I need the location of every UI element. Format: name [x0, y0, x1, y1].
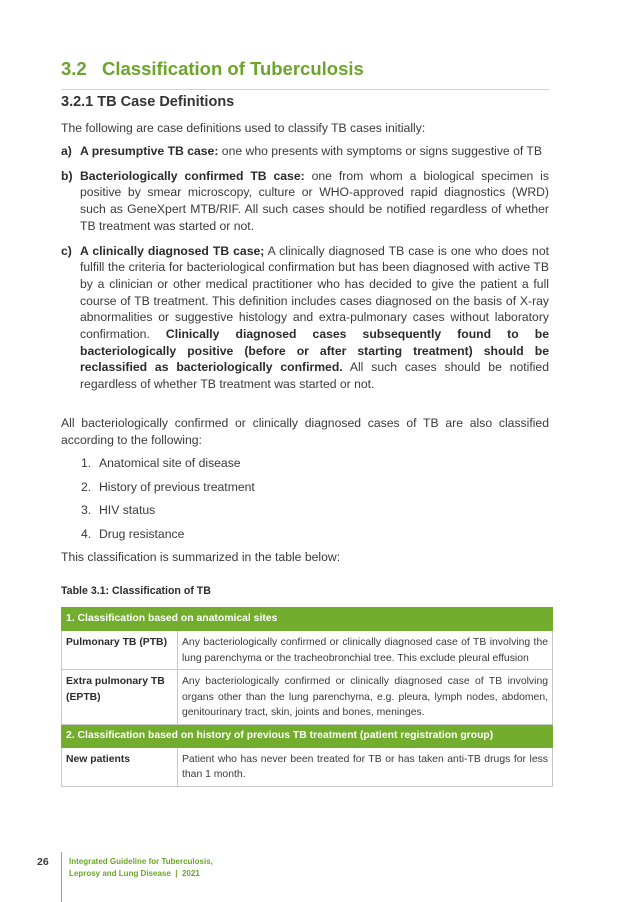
footer-line-2-text: Leprosy and Lung Disease	[69, 869, 171, 878]
definition-marker: b)	[61, 168, 73, 183]
criteria-number: 2.	[81, 479, 92, 494]
definition-item	[61, 143, 549, 160]
table-row-label: Pulmonary TB (PTB)	[62, 631, 178, 670]
table-section-header	[62, 608, 553, 631]
page-number: 26	[37, 856, 49, 868]
criteria-item	[61, 479, 255, 503]
table-row	[62, 631, 553, 670]
definition-marker: a)	[61, 144, 72, 158]
table-row-label: New patients	[62, 747, 178, 786]
table-section-heading: 1. Classification based on anatomical sites	[62, 608, 553, 631]
criteria-number: 1.	[81, 456, 92, 470]
classification-table	[61, 607, 553, 787]
table-row-label: Extra pulmonary TB (EPTB)	[62, 670, 178, 725]
section-divider	[61, 89, 549, 90]
criteria-number: 4.	[81, 526, 92, 541]
criteria-number: 3.	[81, 503, 92, 517]
section-heading	[61, 58, 364, 80]
table-row-description: Any bacteriologically confirmed or clinically diagnosed case of TB involving organs other than the lung parenchyma, e.g. pleura, lymph nodes, abdomen, genitourinary tract, skin, joints and bones, meninges.	[178, 670, 553, 725]
intro-paragraph: The following are case definitions used to classify TB cases initially:	[61, 121, 426, 135]
classification-intro: All bacteriologically confirmed or clinically diagnosed cases of TB are also classified according to the following:	[61, 416, 549, 447]
definition-term: Bacteriologically confirmed TB case:	[80, 168, 305, 183]
table-caption: Table 3.1: Classification of TB	[61, 585, 211, 597]
definition-text: A clinically diagnosed TB case is one who does not fulfill the criteria for bacteriological confirmation but has been diagnosed with active TB by a clinician or other medical practitioner who has decided to give the patient a full course of TB treatment. This definition includes cases diagnosed on the basis of X-ray abnormalities or suggestive histology and extra-pulmonary cases without laboratory confirmation.	[80, 243, 549, 342]
definition-text: one who presents with symptoms or signs suggestive of TB	[218, 144, 542, 158]
table-section-heading: 2. Classification based on history of previous TB treatment (patient registration group)	[62, 724, 553, 747]
definitions-list	[61, 143, 549, 401]
definition-term: A presumptive TB case:	[80, 144, 219, 158]
footer-separator: |	[175, 869, 178, 878]
definition-emphasis: Clinically diagnosed cases subsequently found to be bacteriologically positive (before or after starting treatment) should be reclassified as bacteriologically confirmed.	[80, 327, 549, 375]
section-number: 3.2	[61, 58, 87, 79]
table-row	[62, 670, 553, 725]
criteria-label: Drug resistance	[99, 526, 185, 541]
definition-item	[61, 243, 549, 393]
footer-line-2	[69, 868, 213, 880]
footer-year: 2021	[181, 869, 200, 878]
footer-publication	[69, 856, 213, 880]
criteria-item	[61, 526, 255, 550]
criteria-label: HIV status	[99, 503, 156, 517]
definition-term: A clinically diagnosed TB case;	[80, 243, 265, 258]
section-title: Classification of Tuberculosis	[102, 58, 364, 79]
definition-item	[61, 168, 549, 235]
footer-divider	[61, 852, 62, 902]
table-row	[62, 747, 553, 786]
criteria-item	[61, 502, 255, 526]
table-row-description: Any bacteriologically confirmed or clinically diagnosed case of TB involving the lung parenchyma or the tracheobronchial tree. This exclude pleural effusion	[178, 631, 553, 670]
criteria-label: History of previous treatment	[99, 479, 255, 494]
table-row-description: Patient who has never been treated for TB or has taken anti-TB drugs for less than 1 month.	[178, 747, 553, 786]
footer-line-1: Integrated Guideline for Tuberculosis,	[69, 857, 213, 866]
definition-text: one from whom a biological specimen is positive by smear microscopy, culture or WHO-approved rapid diagnostics (WRD) such as GeneXpert MTB/RIF. All such cases should be notified regardless of whether TB treatment was started or not.	[80, 168, 549, 233]
summary-line: This classification is summarized in the table below:	[61, 550, 341, 564]
definition-marker: c)	[61, 243, 72, 258]
definition-text-after: All such cases should be notified regardless of whether TB treatment was started or not.	[80, 360, 549, 392]
criteria-label: Anatomical site of disease	[99, 456, 241, 470]
criteria-item	[61, 455, 255, 479]
subsection-heading: 3.2.1 TB Case Definitions	[61, 94, 235, 110]
table-section-header	[62, 724, 553, 747]
criteria-list	[61, 455, 255, 549]
